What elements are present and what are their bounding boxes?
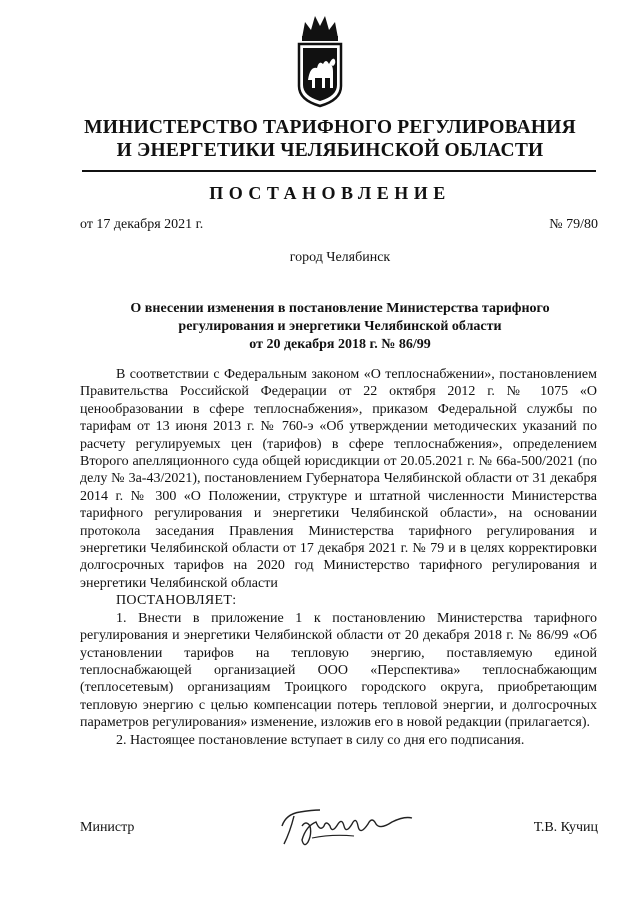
coat-of-arms-emblem — [293, 8, 347, 108]
ministry-name-line-1: МИНИСТЕРСТВО ТАРИФНОГО РЕГУЛИРОВАНИЯ — [84, 117, 576, 138]
item-2-paragraph: 2. Настоящее постановление вступает в силу со дня его подписания. — [116, 732, 525, 748]
document-body — [80, 366, 597, 749]
subject-line-3: от 20 декабря 2018 г. № 86/99 — [249, 337, 431, 352]
subject-line-1: О внесении изменения в постановление Министерства тарифного — [130, 301, 550, 316]
header-rule — [82, 170, 596, 172]
document-city: город Челябинск — [289, 250, 391, 265]
signatory-name: Т.В. Кучиц — [533, 820, 598, 835]
signatory-role: Министр — [80, 820, 135, 835]
ministry-name-line-2: И ЭНЕРГЕТИКИ ЧЕЛЯБИНСКОЙ ОБЛАСТИ — [116, 140, 544, 161]
document-number: № 79/80 — [549, 217, 598, 232]
item-1-paragraph: 1. Внести в приложение 1 к постановлению Министерства тарифного регулирования и энергетики Челябинской области от 20 декабря 2018 г. № 86/99 «Об установлении тарифов на тепловую энергию, поставляемую единой теплоснабжающей организацией ООО «Перспектива» теплоснабжающим (теплосетевым) организациям Троицкого городского округа, приобретающим тепловую энергию с целью компенсации потерь тепловой энергии, и долгосрочных параметров регулирования» изменение, изложив его в новой редакции (прилагается). — [80, 610, 597, 731]
subject-line-2: регулирования и энергетики Челябинской области — [178, 319, 502, 334]
document-subject — [80, 300, 600, 354]
document-type: ПОСТАНОВЛЕНИЕ — [209, 183, 451, 203]
handwritten-signature — [272, 796, 422, 856]
ministry-name — [40, 116, 620, 162]
preamble-paragraph: В соответствии с Федеральным законом «О теплоснабжении», постановлением Правительства Российской Федерации от 22 октября 2012 г. № 1075 «О ценообразовании в сфере теплоснабжения», приказом Федеральной службы по тарифам от 13 июня 2013 г. № 760-э «Об утверждении методических указаний по расчету регулируемых цен (тарифов) в сфере теплоснабжения», определением Второго апелляционного суда общей юрисдикции от 20.05.2021 г. № 66а-500/2021 (по делу № 3а-43/2021), постановлением Губернатора Челябинской области от 31 декабря 2014 г. № 300 «О Положении, структуре и штатной численности Министерства тарифного регулирования и энергетики Челябинской области», на основании протокола заседания Правления Министерства тарифного регулирования и энергетики Челябинской области от 17 декабря 2021 г. № 79 и в целях корректировки долгосрочных тарифов на 2020 год Министерство тарифного регулирования и энергетики Челябинской области — [80, 367, 597, 591]
document-date: от 17 декабря 2021 г. — [80, 217, 204, 232]
resolves-heading: ПОСТАНОВЛЯЕТ: — [116, 593, 237, 609]
